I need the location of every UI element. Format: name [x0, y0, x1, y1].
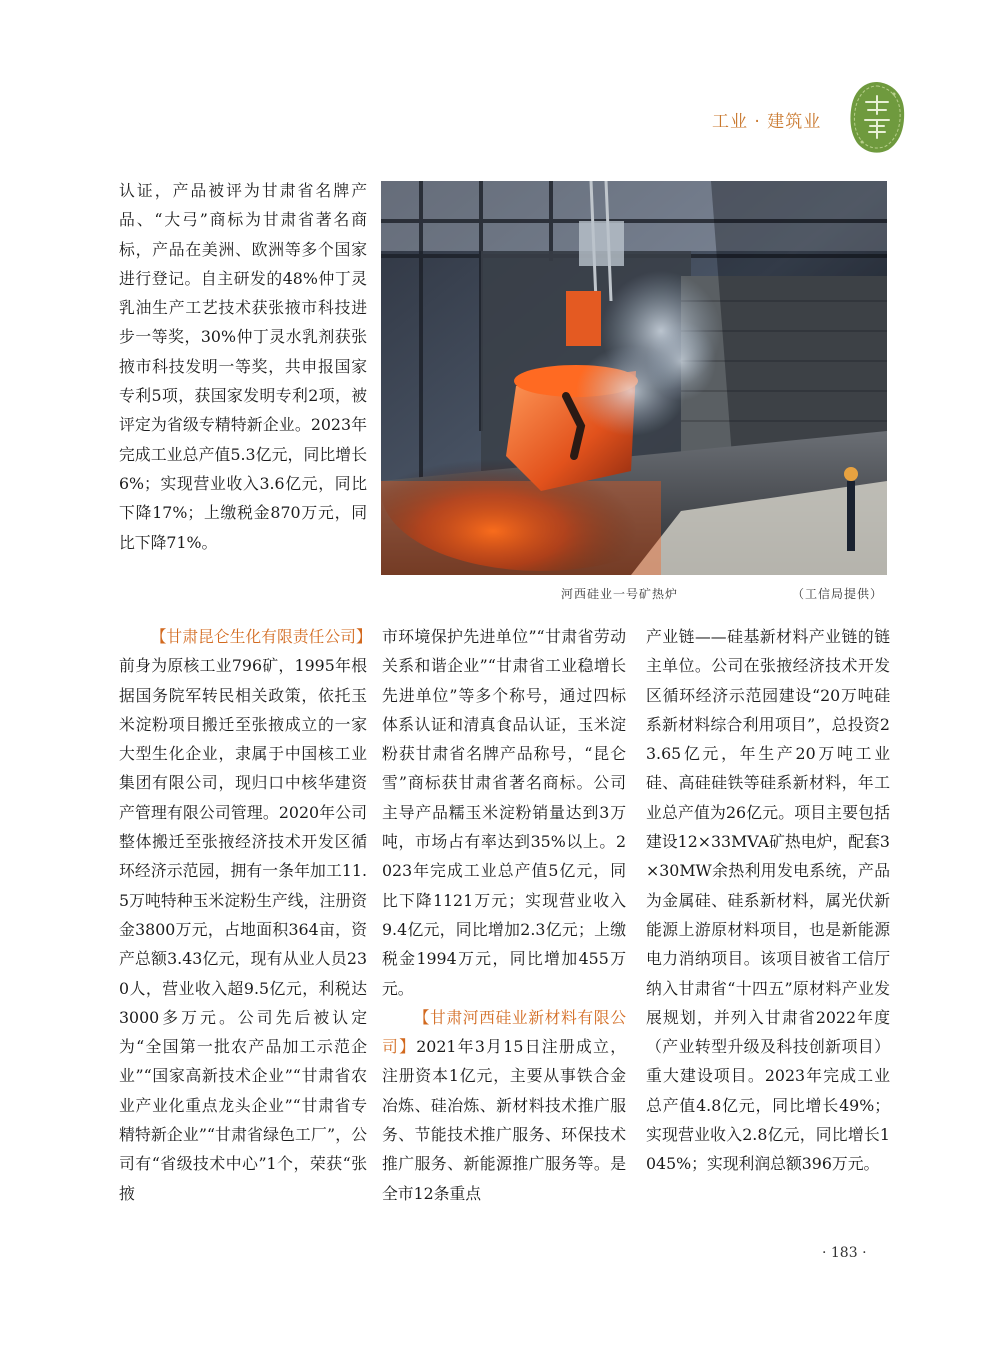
kunlun-text: 前身为原核工业796矿，1995年根据国务院军转民相关政策，依托玉米淀粉项目搬迁至张掖成立的一家大型生化企业，隶属于中国核工业集团有限公司，现归口中核华建资产管理有限公司管理。2020年公司整体搬迁至张掖经济技术开发区循环经济示范园，拥有一条年加工11.5万吨特种玉米淀粉生产线，注册资金3800万元，占地面积364亩，资产总额3.43亿元，现有从业人员230人，营业收入超9.5亿元，利税达3000多万元。公司先后被认定为“全国第一批农产品加工示范企业”“国家高新技术企业”“甘肃省农业产业化重点龙头企业”“甘肃省专精特新企业”“甘肃省绿色工厂”，公司有“省级技术中心”1个，荣获“张掖 — [119, 656, 367, 1203]
paragraph-hexi-continued: 产业链——硅基新材料产业链的链主单位。公司在张掖经济技术开发区循环经济示范园建设“20万吨硅系新材料综合利用项目”，总投资23.65亿元，年生产20万吨工业硅、高硅硅铁等硅系新材料，年工业总产值为26亿元。项目主要包括建设12×33MVA矿热电炉，配套3×30MW余热利用发电系统，产品为金属硅、硅系新材料，属光伏新能源上游原材料项目，也是新能源电力消纳项目。该项目被省工信厅纳入甘肃省“十四五”原材料产业发展规划，并列入甘肃省2022年度（产业转型升级及科技创新项目）重大建设项目。2023年完成工业总产值4.8亿元，同比增长49%；实现营业收入2.8亿元，同比增长1045%；实现利润总额396万元。 — [646, 627, 890, 1174]
left-column-lower — [119, 622, 372, 1208]
paragraph-kunlun-continued: 市环境保护先进单位”“甘肃省劳动关系和谐企业”“甘肃省工业稳增长先进单位”等多个称号，通过四标体系认证和清真食品认证，玉米淀粉获甘肃省名牌产品称号，“昆仑雪”商标获甘肃省著名商标。公司主导产品糯玉米淀粉销量达到3万吨，市场占有率达到35%以上。2023年完成工业总产值5亿元，同比下降1121万元；实现营业收入9.4亿元，同比增加2.3亿元；上缴税金1994万元，同比增加455万元。 — [382, 627, 626, 998]
paragraph-kunlun — [119, 622, 372, 1208]
caption-text: 河西硅业一号矿热炉 — [561, 587, 679, 601]
left-column-top — [119, 176, 367, 557]
kunlun-heading: 【甘肃昆仑生化有限责任公司】 — [150, 627, 372, 646]
paragraph-pesticide-company: 认证，产品被评为甘肃省名牌产品、“大弓”商标为甘肃省著名商标，产品在美洲、欧洲等多个国家进行登记。自主研发的48%仲丁灵乳油生产工艺技术获张掖市科技进步一等奖，30%仲丁灵水乳剂获张掖市科技发明一等奖，共申报国家专利5项，获国家发明专利2项，被评定为省级专精特新企业。2023年完成工业总产值5.3亿元，同比增长6%；实现营业收入3.6亿元，同比下降17%；上缴税金870万元，同比下降71%。 — [119, 181, 367, 552]
middle-column — [382, 622, 626, 1208]
paragraph-hexi — [382, 1003, 626, 1208]
section-label: 工业 · 建筑业 — [712, 112, 822, 132]
right-column — [646, 622, 890, 1179]
hexi-heading: 【甘肃河西硅业新材料有限公司】 — [382, 1007, 626, 1057]
furnace-photo — [381, 181, 887, 575]
hexi-text: 2021年3月15日注册成立，注册资本1亿元，主要从事铁合金冶炼、硅冶炼、新材料技术推广服务、节能技术推广服务、环保技术推广服务、新能源推广服务等。是全市12条重点 — [382, 1037, 626, 1203]
caption-credit: （工信局提供） — [791, 587, 883, 601]
seal-emblem-icon — [848, 80, 906, 154]
page-number: · 183 · — [822, 1245, 867, 1261]
photo-caption — [381, 585, 887, 605]
